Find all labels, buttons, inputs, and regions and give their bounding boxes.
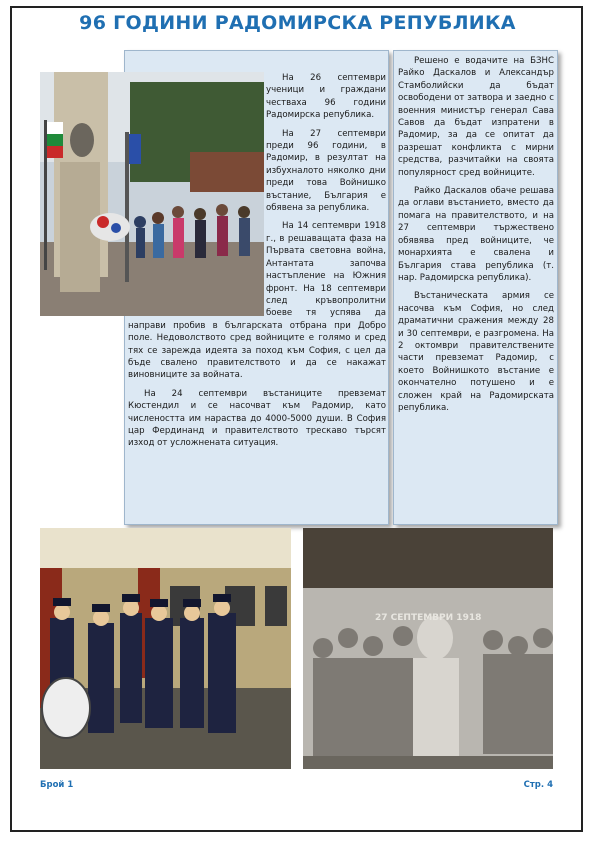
article-right-column [398, 55, 554, 420]
article-paragraph: На 26 септември ученици и граждани честваха 96 години Радомирска република. [266, 73, 386, 121]
article-paragraph: На 14 септември 1918 г., в решаващата фаза на Първата световна война, Антантата започва настъпление на Южния фронт. На 18 септември след кръвопролитни боеве тя успява да направи пробив в българската отбрана при Добро поле. Недоволството сред войниците е голямо и сред тях се зарежда идеята за поход към София, с цел да бъде свалено правителството и да се накажат виновниците за войната. [128, 221, 386, 381]
article-paragraph: Решено е водачите на БЗНС Райко Даскалов и Александър Стамболийски да бъдат освободени от затвора и заедно с военния министър генерал Сава Савов да бъдат изпратени в Радомир, за да се опитат да разрешат конфликта с мирни средства, разчитайки на своята популярност сред войниците. [398, 56, 554, 178]
monument-relief-photo [303, 528, 553, 769]
article-paragraph: На 24 септември въстаниците превземат Кюстендил и се насочват към Радомир, като числеността им нараства до 4000-5000 души. В София цар Фердинанд и правителството трескаво търсят изход от усложнената ситуация. [128, 388, 386, 449]
article-paragraph: Въстаническата армия се насочва към София, но след драматични сражения между 28 и 30 септември, е разгромена. На 2 октомври правителствените части превземат Радомир, с което Войнишкото въстание е окончателно потушено и е сложен край на Радомирската република. [398, 291, 554, 413]
footer-page-number: Стр. 4 [523, 780, 553, 790]
brass-band-photo [40, 528, 291, 769]
relief-inscription: 27 СЕПТЕМВРИ 1918 [375, 613, 482, 623]
article-left-column [128, 72, 386, 456]
footer-issue-number: Брой 1 [40, 780, 74, 790]
page-title: 96 ГОДИНИ РАДОМИРСКА РЕПУБЛИКА [79, 12, 516, 34]
article-paragraph: Райко Даскалов обаче решава да оглави въстанието, вместо да помага на правителството, и на 27 септември тържествено обявява пред войниците, че монархията е свалена и България става република (т. нар. Радомирска република). [398, 186, 554, 283]
article-paragraph: На 27 септември преди 96 години, в Радомир, в резултат на избухналото няколко дни преди това Войнишко въстание, България е обявена за република. [266, 128, 386, 214]
